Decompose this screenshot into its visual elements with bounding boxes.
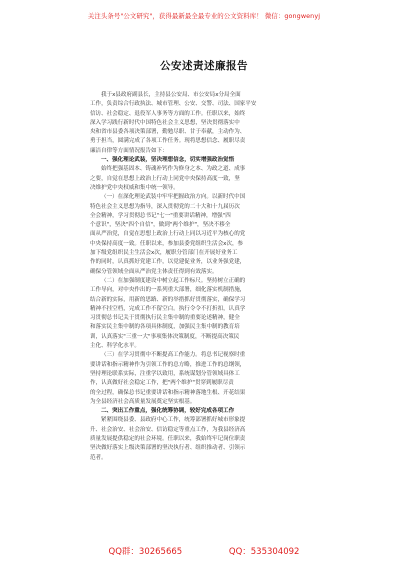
body-text-line: 工作，负责综合行政执法、城市管理、公安、交警、司法、国家平安 — [90, 101, 257, 108]
body-text-line: 深入学习践行新时代中国特色社会主义思想，坚决贯彻落实中 — [90, 119, 240, 126]
header-banner: 关注头条号"公文研究"，获得最新最全最专业的公文资料库！ 微信：gongwenyj — [87, 12, 321, 20]
body-text-line: 训，认真落实"三重一大"事项集体决策制度，不断提高决策民 — [90, 333, 240, 340]
body-text-line: 确保分管领域全面从严治党主体责任得到有效落实。 — [90, 268, 218, 275]
body-text-line: 习贯彻总书记关于贯彻执行民主集中制的重要论述精神，健全 — [90, 315, 240, 322]
footer-qq: QQ：535304092 — [228, 547, 300, 557]
body-text-line: 作的同时，认真抓好党建工作，以党建促业务，以业务强党建， — [90, 259, 246, 266]
body-text-line: 作，认真做好社会稳定工作，把"两个维护"贯穿到履职尽责 — [90, 380, 234, 387]
document-title: 公安述责述廉报告 — [160, 60, 248, 72]
body-text-line: 信访、社会稳定、退役军人事务等方面的工作。任职以来，始终 — [90, 110, 246, 117]
body-text-line: 结合新的实际，用新的思路、新的举措抓好贯彻落实，确保学习 — [90, 296, 246, 303]
body-text-line: 质量发展提供稳定的社会环境。任职以来，我始终牢记岗位职责 — [90, 435, 246, 442]
body-text-line: （二）在加强制度建设中树立起工作标尺。坚持树立正确的 — [101, 277, 246, 284]
body-text-line: 之要，自觉在思想上政治上行动上同党中央保持高度一致，坚 — [90, 175, 240, 182]
body-text-line: 全会精神，学习贯彻总书记"七一"重要讲话精神，增强"四 — [90, 212, 231, 219]
body-text-line: 要讲话和指示精神作为引领工作的总方略，推进工作的总纲领， — [90, 361, 246, 368]
body-text-line: 精神不挂空档，完成工作不留空白。执行令令不打折扣，认真学 — [90, 305, 246, 312]
body-text-line: 紧紧围绕县委、县政府中心工作，统筹部署抓好城市形象提 — [101, 417, 246, 424]
footer-contact — [0, 545, 408, 557]
body-text-line: 坚持理论联系实际，注重学以致用，系统谋划分管领域具体工 — [90, 370, 240, 377]
body-text-line: 我于x县政府副县长，主持县公安局、市公安局x分局全面 — [101, 92, 241, 98]
section-heading: 一、强化理论武装，坚决理想信念，切实增强政治觉悟 — [101, 157, 235, 164]
body-text-line: （一）在深化理论武装中牢牢把握政治方向。以新时代中国 — [101, 194, 246, 201]
body-text-line: 的全过程，确保总书记重要讲话和指示精神落地生根、开花结果 — [90, 389, 246, 396]
body-text-line: 始终把强基固本、铸魂补钙作为修身之本、为政之道、成事 — [101, 166, 246, 173]
section-heading: 二、突出工作重点，强化统筹协调，较好完成各项工作 — [101, 408, 235, 415]
body-text-line: 范者。 — [90, 454, 107, 461]
footer-qq-group: QQ群：30265665 — [108, 547, 183, 557]
body-text-line: 廉洁自律等方面情况报告如下： — [90, 147, 168, 154]
body-text-line: 加下级党组织民主生活会x次，履职分管部门在开展好业务工 — [90, 250, 238, 257]
body-text-line: 为全县经济社会高质量发展奠定坚实根基。 — [90, 398, 196, 405]
body-text-line: （三）在学习贯彻中不断提高工作能力。将总书记视察时重 — [101, 352, 246, 359]
body-text-line: 工作导向，对中央作出的一系列重大部署，细化落实机制措施， — [90, 287, 246, 294]
body-text-line: 面从严治党，自觉在思想上政治上行动上同以习近平为核心的党 — [90, 231, 246, 238]
body-text-line: 勇于担当，圆满完成了各项工作任务。现将思想信念、履职尽责 — [90, 138, 246, 145]
body-text-line: 主化、科学化水平。 — [90, 343, 140, 350]
body-text-line: 央和省市县委各项决策部署，勤勉尽职、甘于奉献，主动作为、 — [90, 129, 246, 136]
body-text-line: 坚决做好落实上级决策部署的坚决执行者、组织推动者、引领示 — [90, 445, 246, 452]
body-text-line: 决维护党中央权威和集中统一领导。 — [90, 184, 179, 191]
body-text-line: 和落实民主集中制的各项具体制度，加强民主集中制的教育培 — [90, 324, 240, 331]
body-text-line: 升、社会治安、社会治安、信访稳定等重点工作，为我县经济高 — [90, 426, 246, 433]
document-body — [90, 91, 322, 463]
body-text-line: 中央保持高度一致。任职以来，参加县委党组织生活会x次，参 — [90, 240, 244, 247]
body-text-line: 特色社会主义思想为指导，深入贯彻党的二十大和十九届历次 — [90, 203, 240, 210]
body-text-line: 个意识"，坚决"四个自信"，做到"两个维护"，坚决不移全 — [90, 222, 231, 229]
